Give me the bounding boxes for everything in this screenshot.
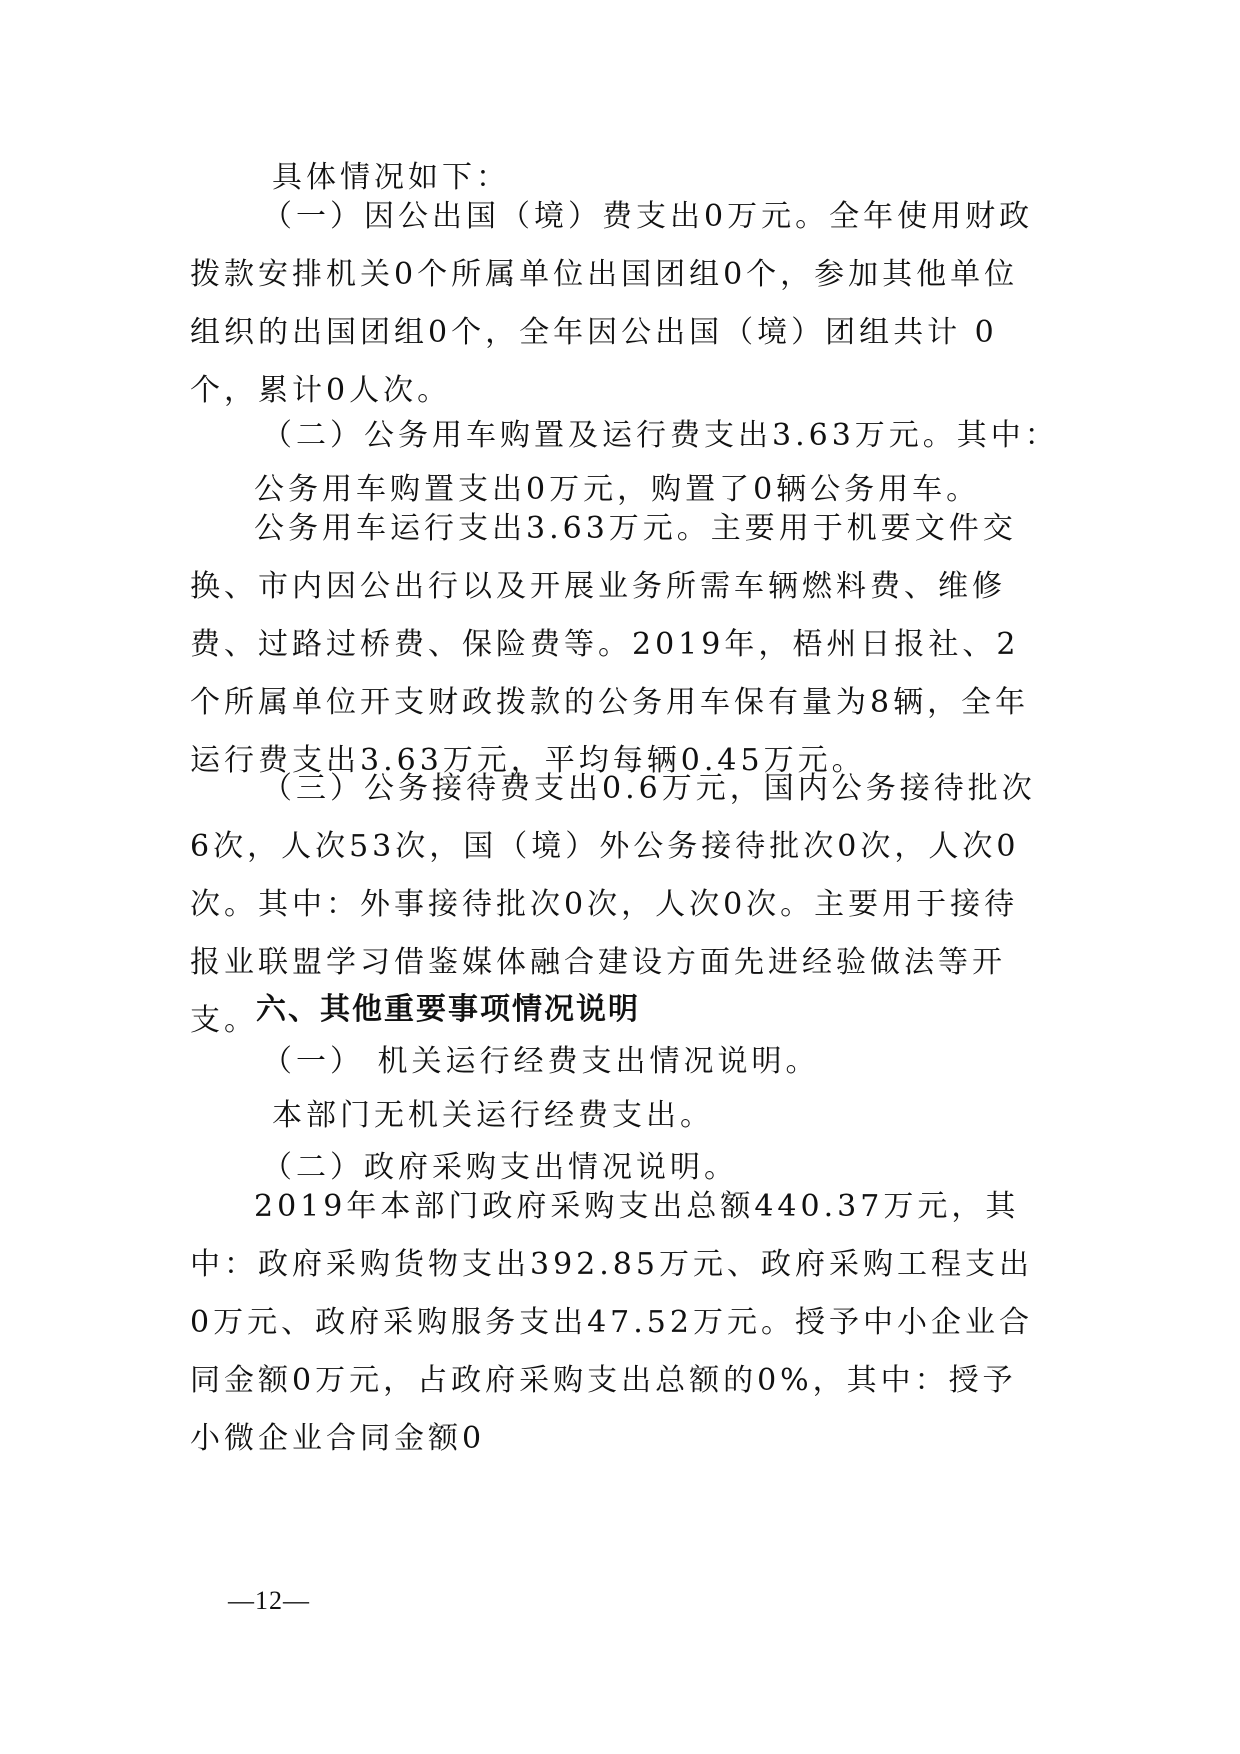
paragraph-overseas-travel: （一）因公出国（境）费支出0万元。全年使用财政拨款安排机关0个所属单位出国团组0个，参加其他单位组织的出国团组0个，全年因公出国（境）团组共计 0个，累计0人次。 <box>190 199 1034 408</box>
paragraph-reception: （三）公务接待费支出0.6万元，国内公务接待批次6次，人次53次，国（境）外公务接待批次0次，人次0次。其中：外事接待批次0次，人次0次。主要用于接待报业联盟学习借鉴媒体融合建设方面先进经验做法等开支。 <box>190 771 1036 1038</box>
paragraph-intro: 具体情况如下： <box>272 160 510 195</box>
paragraph-procurement-title: （二）政府采购支出情况说明。 <box>262 1150 738 1185</box>
section-heading-six: 六、其他重要事项情况说明 <box>256 992 640 1027</box>
paragraph-vehicle-heading: （二）公务用车购置及运行费支出3.63万元。其中： <box>262 418 1059 453</box>
paragraph-vehicle-operation: 公务用车运行支出3.63万元。主要用于机要文件交换、市内因公出行以及开展业务所需车辆燃料费、维修费、过路过桥费、保险费等。2019年，梧州日报社、2个所属单位开支财政拨款的公务用车保有量为8辆，全年运行费支出3.63万元，平均每辆0.45万元。 <box>190 511 1030 778</box>
paragraph-operating-expense-body: 本部门无机关运行经费支出。 <box>272 1098 714 1133</box>
paragraph-vehicle-purchase: 公务用车购置支出0万元，购置了0辆公务用车。 <box>254 472 981 507</box>
paragraph-procurement-body: 2019年本部门政府采购支出总额440.37万元，其中：政府采购货物支出392.85万元、政府采购工程支出0万元、政府采购服务支出47.52万元。授予中小企业合同金额0万元，占政府采购支出总额的0%，其中：授予小微企业合同金额0 <box>190 1189 1033 1456</box>
page-number: —12— <box>228 1586 310 1615</box>
paragraph-operating-expense-title: （一） 机关运行经费支出情况说明。 <box>262 1044 820 1079</box>
